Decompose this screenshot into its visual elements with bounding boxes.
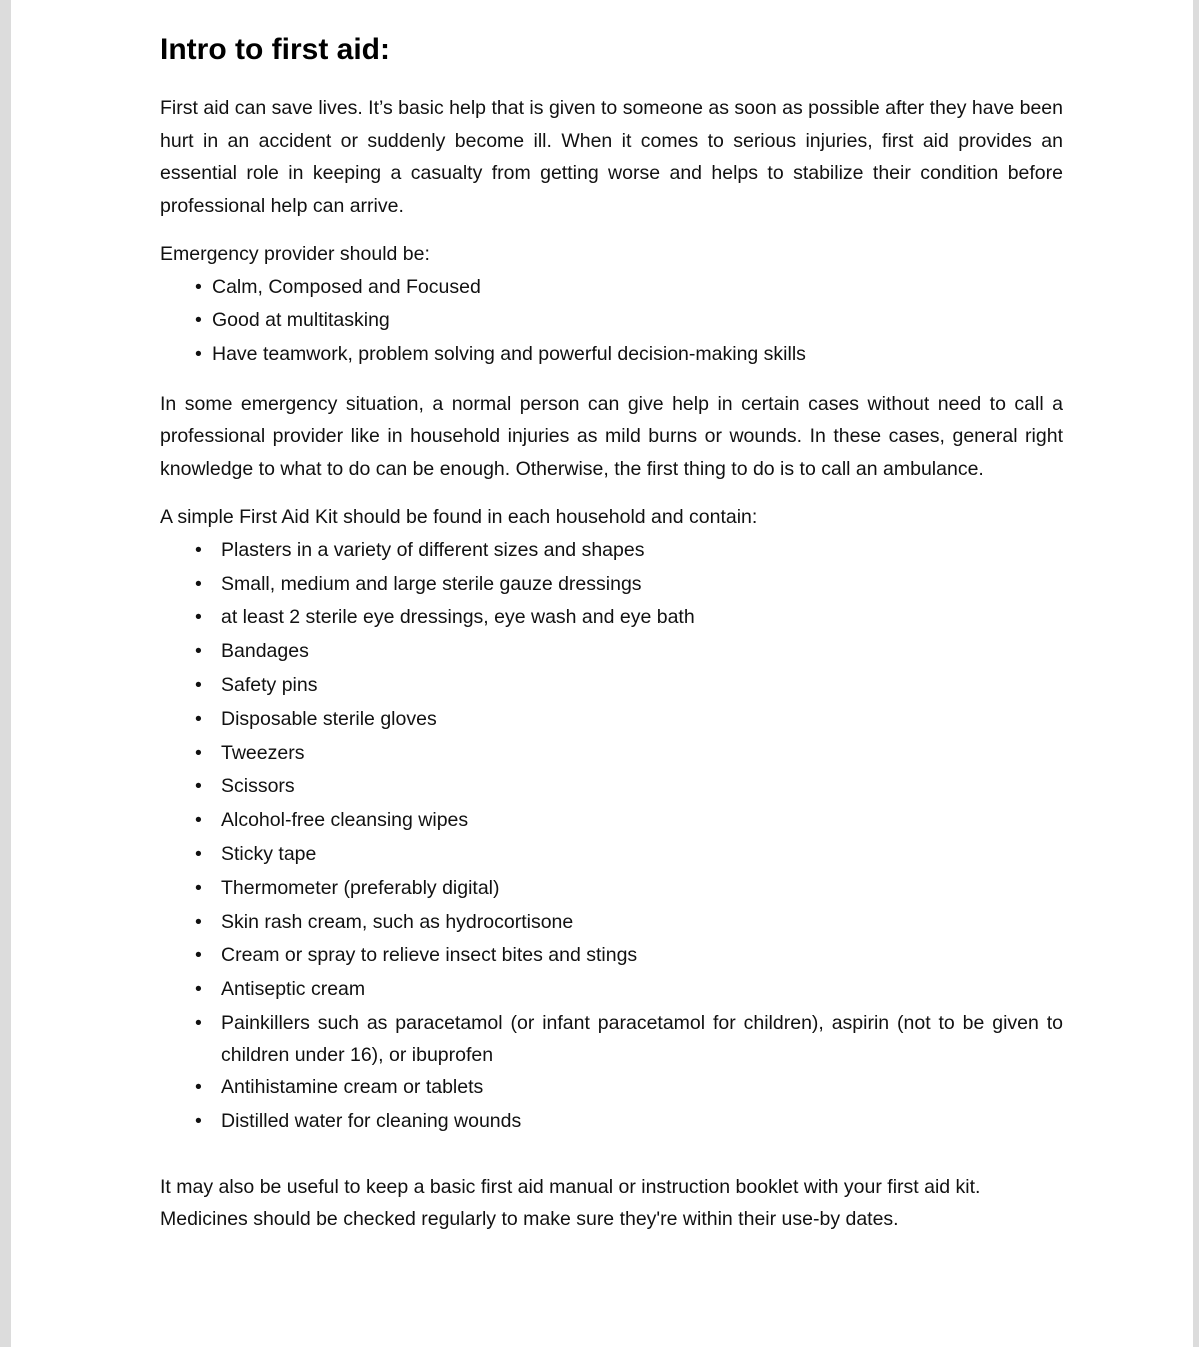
bullet-icon: • xyxy=(195,1012,202,1035)
list-item: • Tweezers xyxy=(160,737,1063,771)
document-body xyxy=(160,30,1063,1236)
list-item: • Antihistamine cream or tablets xyxy=(160,1071,1063,1105)
list-item: • Have teamwork, problem solving and powerful decision-making skills xyxy=(160,338,1063,372)
bullet-icon: • xyxy=(195,978,202,1001)
list-item: • Painkillers such as paracetamol (or infant paracetamol for children), aspirin (not to be given to children under 16), or ibuprofen xyxy=(160,1007,1063,1071)
bullet-icon: • xyxy=(195,843,202,866)
list-item: • Safety pins xyxy=(160,669,1063,703)
provider-list xyxy=(160,271,1063,372)
list-item: • Good at multitasking xyxy=(160,304,1063,338)
list-item: • Alcohol-free cleansing wipes xyxy=(160,804,1063,838)
bullet-icon: • xyxy=(195,343,202,366)
closing-paragraph: It may also be useful to keep a basic first aid manual or instruction booklet with your first aid kit. Medicines should be checked regularly to make sure they're within their use-by dates. xyxy=(160,1175,981,1231)
bullet-icon: • xyxy=(195,775,202,798)
list-item: • Skin rash cream, such as hydrocortisone xyxy=(160,906,1063,940)
list-item: • Bandages xyxy=(160,635,1063,669)
bullet-icon: • xyxy=(195,1109,202,1132)
bullet-icon: • xyxy=(195,944,202,967)
list-item: • Plasters in a variety of different sizes and shapes xyxy=(160,534,1063,568)
bullet-icon: • xyxy=(195,572,202,595)
page-title: Intro to first aid: xyxy=(160,33,390,66)
bullet-icon: • xyxy=(195,538,202,561)
bullet-icon: • xyxy=(195,309,202,332)
list-item: • at least 2 sterile eye dressings, eye wash and eye bath xyxy=(160,601,1063,635)
kit-list xyxy=(160,534,1063,1139)
list-item: • Calm, Composed and Focused xyxy=(160,271,1063,305)
bullet-icon: • xyxy=(195,674,202,697)
bullet-icon: • xyxy=(195,707,202,730)
list-item: • Scissors xyxy=(160,770,1063,804)
intro-paragraph: First aid can save lives. It’s basic help that is given to someone as soon as possible after they have been hurt in an accident or suddenly become ill. When it comes to serious injuries, first aid provides an essential role in keeping a casualty from getting worse and helps to stabilize their condition before professional help can arrive. xyxy=(160,97,1063,217)
list-item: • Sticky tape xyxy=(160,838,1063,872)
bullet-icon: • xyxy=(195,741,202,764)
bullet-icon: • xyxy=(195,910,202,933)
provider-heading: Emergency provider should be: xyxy=(160,243,430,265)
bullet-icon: • xyxy=(195,876,202,899)
list-item: • Distilled water for cleaning wounds xyxy=(160,1105,1063,1139)
bullet-icon: • xyxy=(195,1076,202,1099)
bullet-icon: • xyxy=(195,275,202,298)
bullet-icon: • xyxy=(195,640,202,663)
bullet-icon: • xyxy=(195,606,202,629)
list-item: • Small, medium and large sterile gauze dressings xyxy=(160,568,1063,602)
list-item: • Antiseptic cream xyxy=(160,973,1063,1007)
situation-paragraph: In some emergency situation, a normal person can give help in certain cases without need to call a professional provider like in household injuries as mild burns or wounds. In these cases, general right knowledge to what to do can be enough. Otherwise, the first thing to do is to call an ambulance. xyxy=(160,392,1063,480)
bullet-icon: • xyxy=(195,809,202,832)
document-page xyxy=(11,0,1193,1347)
list-item: • Thermometer (preferably digital) xyxy=(160,872,1063,906)
list-item: • Disposable sterile gloves xyxy=(160,703,1063,737)
list-item: • Cream or spray to relieve insect bites and stings xyxy=(160,939,1063,973)
kit-heading: A simple First Aid Kit should be found in each household and contain: xyxy=(160,506,758,529)
